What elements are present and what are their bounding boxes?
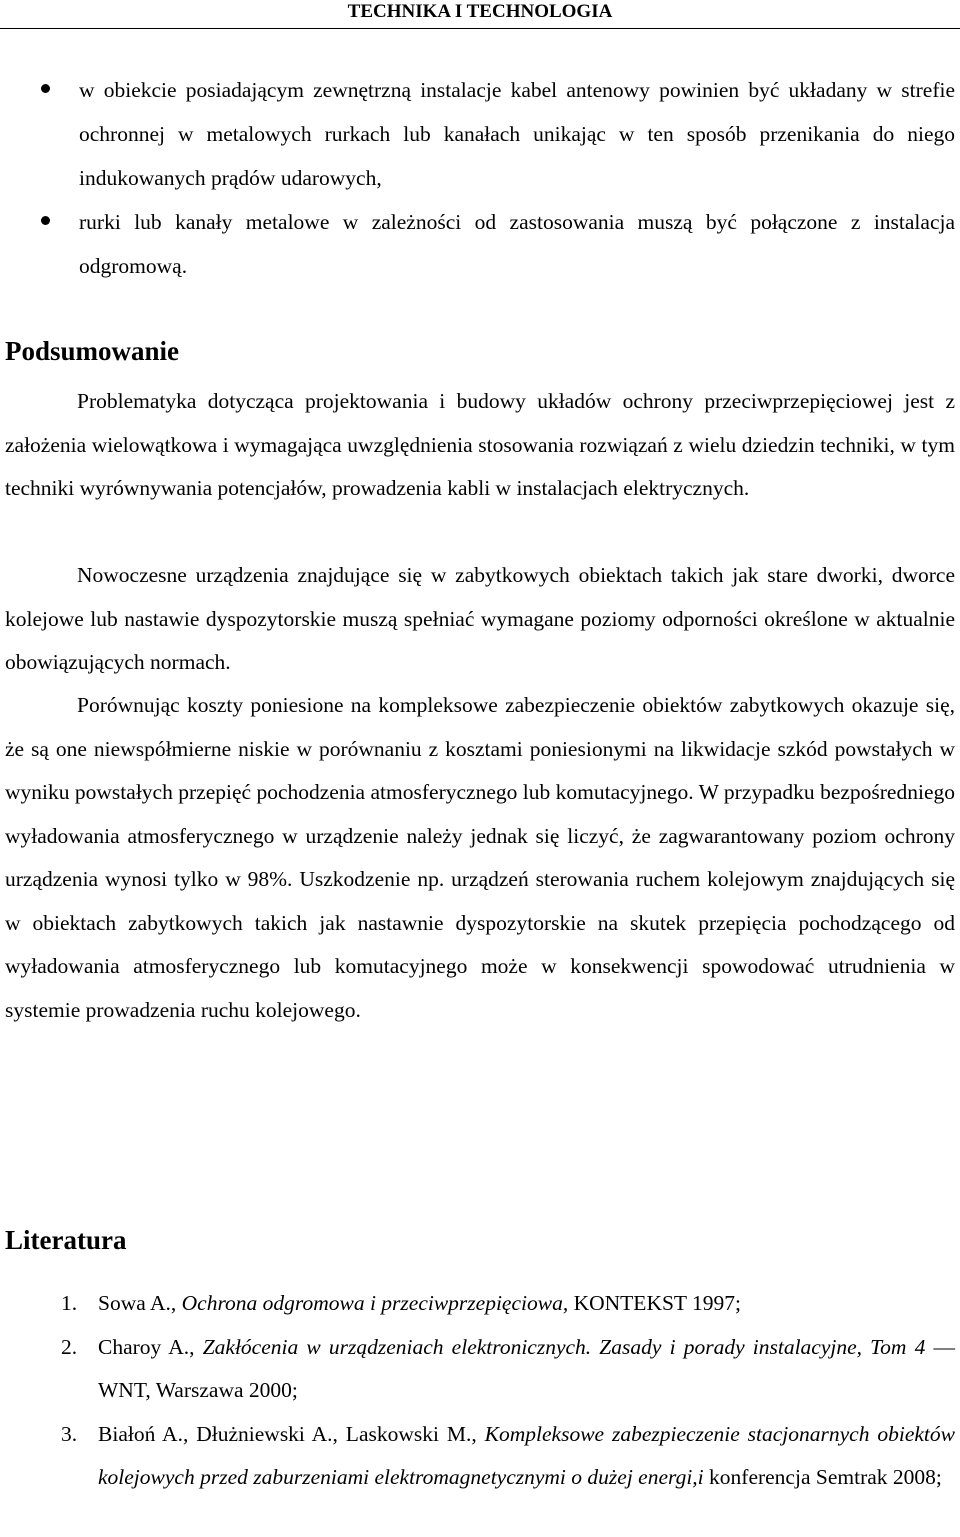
reference-authors: Białoń A., Dłużniewski A., Laskowski M., — [98, 1421, 485, 1446]
reference-number: 1. — [61, 1291, 78, 1315]
reference-item — [5, 1326, 955, 1413]
reference-authors: Sowa A., — [98, 1291, 182, 1315]
bullet-icon — [41, 216, 50, 225]
reference-authors: Charoy A., — [98, 1334, 203, 1359]
section-heading-summary: Podsumowanie — [5, 336, 180, 366]
reference-publisher: KONTEKST 1997; — [568, 1291, 742, 1315]
reference-list — [5, 1282, 955, 1500]
list-item — [5, 200, 955, 288]
section-heading-literature: Literatura — [5, 1225, 127, 1255]
reference-number: 3. — [61, 1421, 78, 1446]
summary-paragraph: Porównując koszty poniesione na kompleksowe zabezpieczenie obiektów zabytkowych okazuje się, że są one niewspółmierne niskie w porównaniu z kosztami poniesionymi na likwidacje szkód powstałych w wyniku powstałych przepięć pochodzenia atmosferycznego lub komutacyjnego. W przypadku bezpośredniego wyładowania atmosferycznego w urządzenie należy jednak się liczyć, że zagwarantowany poziom ochrony urządzenia wynosi tylko w 98%. Uszkodzenie np. urządzeń sterowania ruchem kolejowym znajdujących się w obiektach zabytkowych takich jak nastawnie dyspozytorskie na skutek przepięcia pochodzącego od wyładowania atmosferycznego lub komutacyjnego może w konsekwencji spowodować utrudnienia w systemie prowadzenia ruchu kolejowego. — [5, 693, 955, 1022]
list-item — [5, 68, 955, 200]
header-title: TECHNIKA I TECHNOLOGIA — [347, 1, 613, 22]
reference-item — [5, 1282, 955, 1326]
summary-paragraph: Problematyka dotycząca projektowania i budowy układów ochrony przeciwprzepięciowej jest z założenia wielowątkowa i wymagająca uwzględnienia stosowania rozwiązań z wielu dziedzin techniki, w tym techniki wyrównywania potencjałów, prowadzenia kabli w instalacjach elektrycznych. — [5, 389, 955, 500]
reference-title: Kompleksowe zabezpieczenie stacjonarnych obiektów kolejowych przed zaburzeniami elektromagnetycznymi o dużej energi,i — [98, 1421, 955, 1489]
bullet-text: rurki lub kanały metalowe w zależności od zastosowania muszą być połączone z instalacja odgromową. — [79, 210, 955, 278]
page-header — [0, 0, 960, 29]
bullet-icon — [41, 84, 50, 93]
bullet-text: w obiekcie posiadającym zewnętrzną instalacje kabel antenowy powinien być układany w strefie ochronnej w metalowych rurkach lub kanałach unikając w ten sposób przenikania do niego indukowanych prądów udarowych, — [79, 78, 955, 190]
reference-publisher: — WNT, Warszawa 2000; — [98, 1334, 955, 1402]
reference-title: Ochrona odgromowa i przeciwprzepięciowa, — [181, 1291, 569, 1315]
reference-title: Zakłócenia w urządzeniach elektronicznych. Zasady i porady instalacyjne, Tom 4 — [202, 1334, 926, 1359]
reference-publisher: konferencja Semtrak 2008; — [703, 1465, 942, 1489]
summary-paragraph: Nowoczesne urządzenia znajdujące się w zabytkowych obiektach takich jak stare dworki, dworce kolejowe lub nastawie dyspozytorskie muszą spełniać wymagane poziomy odporności określone w aktualnie obowiązujących normach. — [5, 563, 955, 674]
bullet-list — [5, 68, 955, 288]
reference-item — [5, 1413, 955, 1500]
reference-number: 2. — [61, 1334, 78, 1359]
